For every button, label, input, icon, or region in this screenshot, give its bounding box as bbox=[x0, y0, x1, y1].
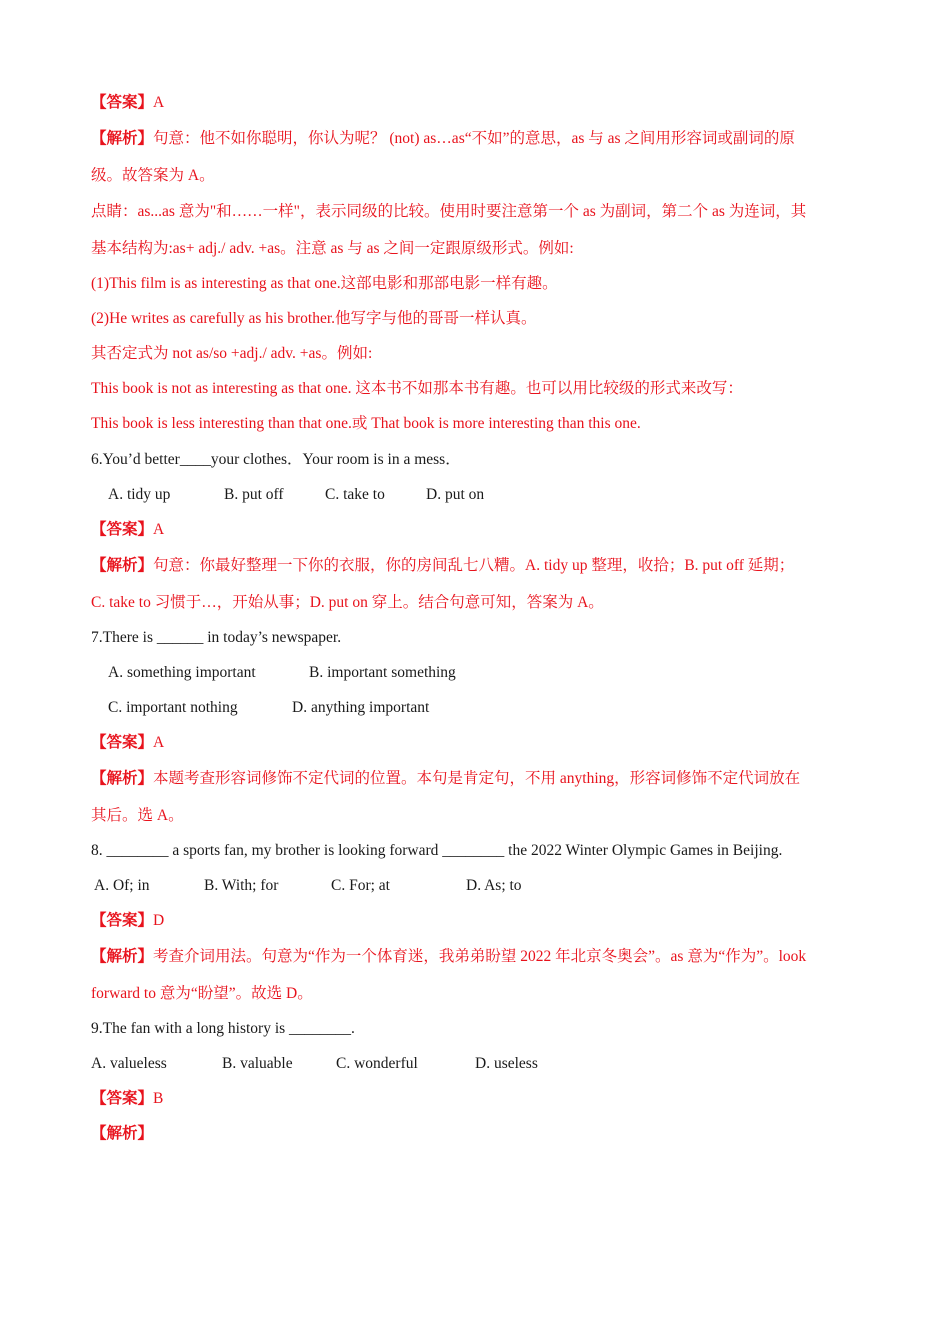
answer-tag: 【答案】 bbox=[91, 912, 154, 929]
analysis-line bbox=[91, 1123, 153, 1145]
analysis-tag: 【解析】 bbox=[91, 1125, 154, 1142]
analysis-line bbox=[91, 946, 806, 968]
answer-line bbox=[91, 732, 164, 754]
analysis-line bbox=[91, 555, 794, 577]
option-d: D. put on bbox=[426, 486, 485, 503]
answer-line bbox=[91, 519, 164, 541]
note-line: (1)This film is as interesting as that one.这部电影和那部电影一样有趣。 bbox=[91, 275, 558, 292]
option-c: C. For; at bbox=[331, 877, 390, 894]
option-c: C. take to bbox=[325, 486, 385, 503]
analysis-line bbox=[91, 768, 800, 790]
note-line: This book is not as interesting as that one. 这本书不如那本书有趣。也可以用比较级的形式来改写： bbox=[91, 380, 743, 397]
note-line: 点睛：as...as 意为"和……一样"，表示同级的比较。使用时要注意第一个 as 为副词，第二个 as 为连词，其 bbox=[91, 203, 807, 220]
answer-value: A bbox=[153, 94, 165, 111]
option-d: D. useless bbox=[475, 1055, 538, 1072]
option-b: B. valuable bbox=[222, 1055, 293, 1072]
answer-tag: 【答案】 bbox=[91, 1090, 154, 1107]
question-stem: 8. ________ a sports fan, my brother is looking forward ________ the 2022 Winter Olympic Games in Beijing. bbox=[91, 842, 783, 859]
option-c: C. wonderful bbox=[336, 1055, 418, 1072]
option-b: B. put off bbox=[224, 486, 284, 503]
answer-line bbox=[91, 92, 164, 114]
note-line: (2)He writes as carefully as his brother.他写字与他的哥哥一样认真。 bbox=[91, 310, 537, 327]
question-stem: 6.You’d better____your clothes．Your room is in a mess． bbox=[91, 451, 461, 468]
analysis-text: 级。故答案为 A。 bbox=[91, 167, 215, 184]
option-b: B. important something bbox=[309, 664, 456, 681]
note-line: This book is less interesting than that one.或 That book is more interesting than this one. bbox=[91, 415, 641, 432]
option-d: D. As; to bbox=[466, 877, 522, 894]
question-stem: 7.There is ______ in today’s newspaper. bbox=[91, 629, 342, 646]
analysis-tag: 【解析】 bbox=[91, 770, 154, 787]
answer-value: A bbox=[153, 521, 165, 538]
option-d: D. anything important bbox=[292, 699, 430, 716]
analysis-text: 本题考查形容词修饰不定代词的位置。本句是肯定句，不用 anything，形容词修饰不定代词放在 bbox=[153, 770, 801, 787]
analysis-line bbox=[91, 128, 795, 150]
analysis-text: 句意：你最好整理一下你的衣服，你的房间乱七八糟。A. tidy up 整理，收拾；B. put off 延期； bbox=[153, 557, 795, 574]
answer-tag: 【答案】 bbox=[91, 734, 154, 751]
analysis-tag: 【解析】 bbox=[91, 557, 154, 574]
analysis-tag: 【解析】 bbox=[91, 948, 154, 965]
analysis-text: 句意：他不如你聪明，你认为呢？ (not) as…as“不如”的意思，as 与 as 之间用形容词或副词的原 bbox=[153, 130, 795, 147]
analysis-text: forward to 意为“盼望”。故选 D。 bbox=[91, 985, 313, 1002]
answer-line bbox=[91, 910, 164, 932]
option-a: A. Of; in bbox=[94, 877, 150, 894]
answer-tag: 【答案】 bbox=[91, 94, 154, 111]
answer-value: B bbox=[153, 1090, 164, 1107]
answer-line bbox=[91, 1088, 163, 1110]
option-b: B. With; for bbox=[204, 877, 279, 894]
answer-value: D bbox=[153, 912, 165, 929]
question-stem: 9.The fan with a long history is ________. bbox=[91, 1020, 355, 1037]
option-a: A. something important bbox=[108, 664, 256, 681]
answer-value: A bbox=[153, 734, 165, 751]
option-c: C. important nothing bbox=[108, 699, 238, 716]
answer-tag: 【答案】 bbox=[91, 521, 154, 538]
analysis-text: 其后。选 A。 bbox=[91, 807, 184, 824]
analysis-tag: 【解析】 bbox=[91, 130, 154, 147]
analysis-text: 考查介词用法。句意为“作为一个体育迷，我弟弟盼望 2022 年北京冬奥会”。as 意为“作为”。look bbox=[153, 948, 807, 965]
option-a: A. tidy up bbox=[108, 486, 171, 503]
note-line: 其否定式为 not as/so +adj./ adv. +as。例如: bbox=[91, 345, 373, 362]
analysis-text: C. take to 习惯于…，开始从事；D. put on 穿上。结合句意可知，答案为 A。 bbox=[91, 594, 604, 611]
option-a: A. valueless bbox=[91, 1055, 167, 1072]
note-line: 基本结构为:as+ adj./ adv. +as。注意 as 与 as 之间一定跟原级形式。例如: bbox=[91, 240, 574, 257]
